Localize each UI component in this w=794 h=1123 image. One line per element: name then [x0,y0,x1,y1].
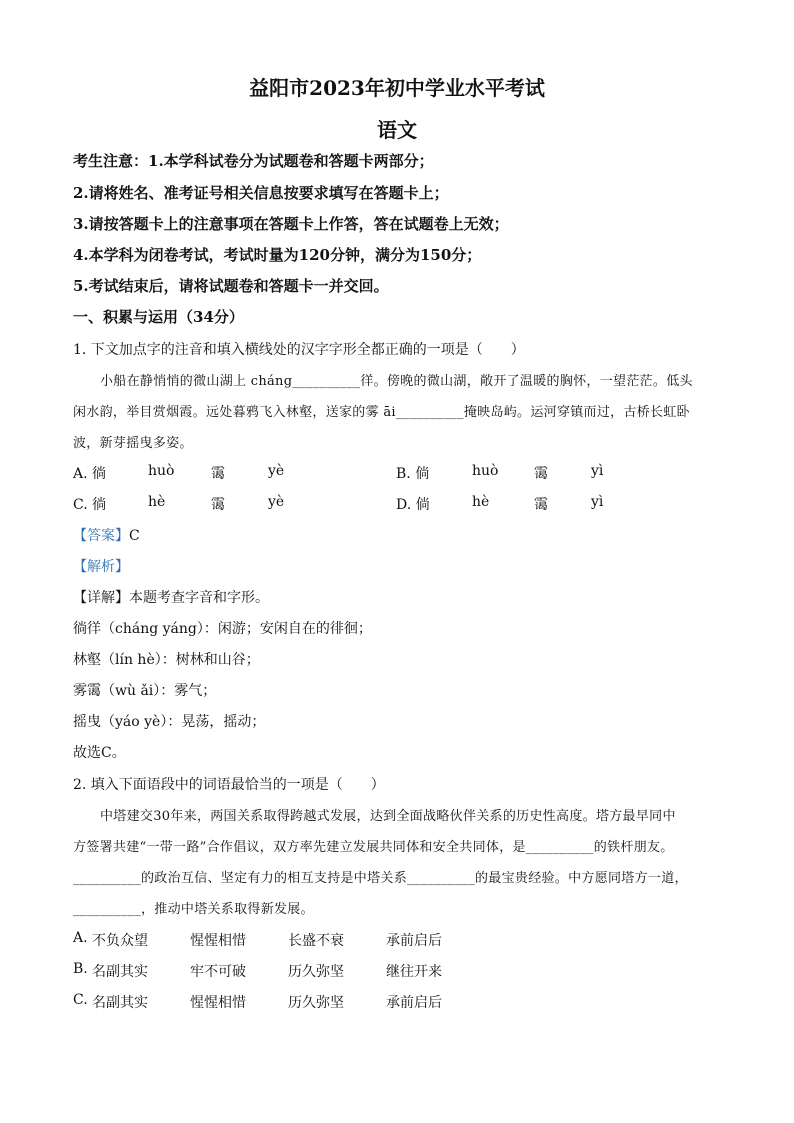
q1-detail-line-2: 林壑（lín hè）：树林和山谷； [73,652,260,668]
option-word: 不负众望 [92,933,148,949]
option-pinyin: yè [268,463,285,479]
option-pinyin: hè [148,494,166,510]
option-char: 霭 [211,497,225,513]
q2-passage-line-1: 中塔建交30年来，两国关系取得跨越式发展，达到全面战略伙伴关系的历史性高度。塔方最早同中 [100,809,676,824]
notice-line-1: 考生注意：1.本学科试卷分为试题卷和答题卡两部分； [73,152,434,170]
option-word: 惺惺相惜 [190,933,246,949]
option-pinyin: huò [148,463,175,479]
option-word: 继往开来 [386,964,442,980]
subject-title: 语文 [377,118,417,142]
answer-value: C [129,528,140,544]
detail-tag: 【详解】 [73,590,129,606]
option-pinyin: yì [591,463,604,479]
option-pinyin: huò [472,463,499,479]
q2-stem: 2. 填入下面语段中的词语最恰当的一项是（ ） [73,777,385,793]
option-word: 牢不可破 [190,964,246,980]
option-word: 惺惺相惜 [190,995,246,1011]
section-1-title: 一、积累与运用（34分） [73,308,244,326]
option-char: 霭 [534,497,548,513]
option-label: C. [73,992,88,1008]
analysis-tag: 【解析】 [73,559,129,575]
option-label: C. 徜 [73,497,107,513]
q1-passage-line-2: 闲水韵，举目赏烟霞。远处暮鸦飞入林壑，送家的雾 āi__________掩映岛屿。运河穿镇而过，古桥长虹卧 [73,405,690,420]
option-char: 霭 [211,466,225,482]
option-pinyin: hè [472,494,490,510]
q2-passage-line-2: 方签署共建“一带一路”合作倡议，双方率先建立发展共同体和安全共同体，是__________的铁杆朋友。 [73,840,674,855]
q1-detail-line-1: 徜徉（cháng yáng）：闲游；安闲自在的徘徊； [73,621,372,637]
option-word: 名副其实 [92,964,148,980]
option-label: B. [73,961,88,977]
q1-detail-row [73,587,269,607]
notice-line-4: 4.本学科为闭卷考试，考试时量为120分钟，满分为150分； [73,246,482,264]
q1-passage-line-1: 小船在静悄悄的微山湖上 cháng__________徉。傍晚的微山湖，敞开了温暖的胸怀，一望茫茫。低头 [100,374,693,389]
option-word: 名副其实 [92,995,148,1011]
option-label: B. 倘 [396,466,430,482]
q2-passage-line-3: __________的政治互信、坚定有力的相互支持是中塔关系__________的最宝贵经验。中方愿同塔方一道， [73,871,688,886]
answer-tag: 【答案】 [73,528,129,544]
option-label: D. 倘 [396,497,430,513]
q1-stem: 1. 下文加点字的注音和填入横线处的汉字字形全都正确的一项是（ ） [73,342,525,358]
option-pinyin: yì [591,494,604,510]
option-word: 历久弥坚 [288,964,344,980]
option-word: 历久弥坚 [288,995,344,1011]
q1-answer-row [73,525,140,545]
q1-detail-line-4: 摇曳（yáo yè）：晃荡，摇动； [73,714,266,730]
notice-line-5: 5.考试结束后，请将试题卷和答题卡一并交回。 [73,277,389,295]
q1-passage-line-3: 波，新芽摇曳多姿。 [73,436,193,451]
option-char: 霭 [534,466,548,482]
option-word: 承前启后 [386,933,442,949]
q2-passage-line-4: __________，推动中塔关系取得新发展。 [73,902,314,917]
q1-detail-line-3: 雾霭（wù ǎi）：雾气； [73,683,217,699]
notice-line-3: 3.请按答题卡上的注意事项在答题卡上作答，答在试题卷上无效； [73,215,509,233]
detail-text: 本题考查字音和字形。 [129,590,269,606]
exam-title: 益阳市2023年初中学业水平考试 [249,76,545,100]
option-word: 承前启后 [386,995,442,1011]
option-label: A. 徜 [73,466,107,482]
option-word: 长盛不衰 [288,933,344,949]
notice-line-2: 2.请将姓名、准考证号相关信息按要求填写在答题卡上； [73,184,449,202]
q1-detail-line-5: 故选C。 [73,745,126,761]
option-label: A. [73,930,88,946]
option-pinyin: yè [268,494,285,510]
